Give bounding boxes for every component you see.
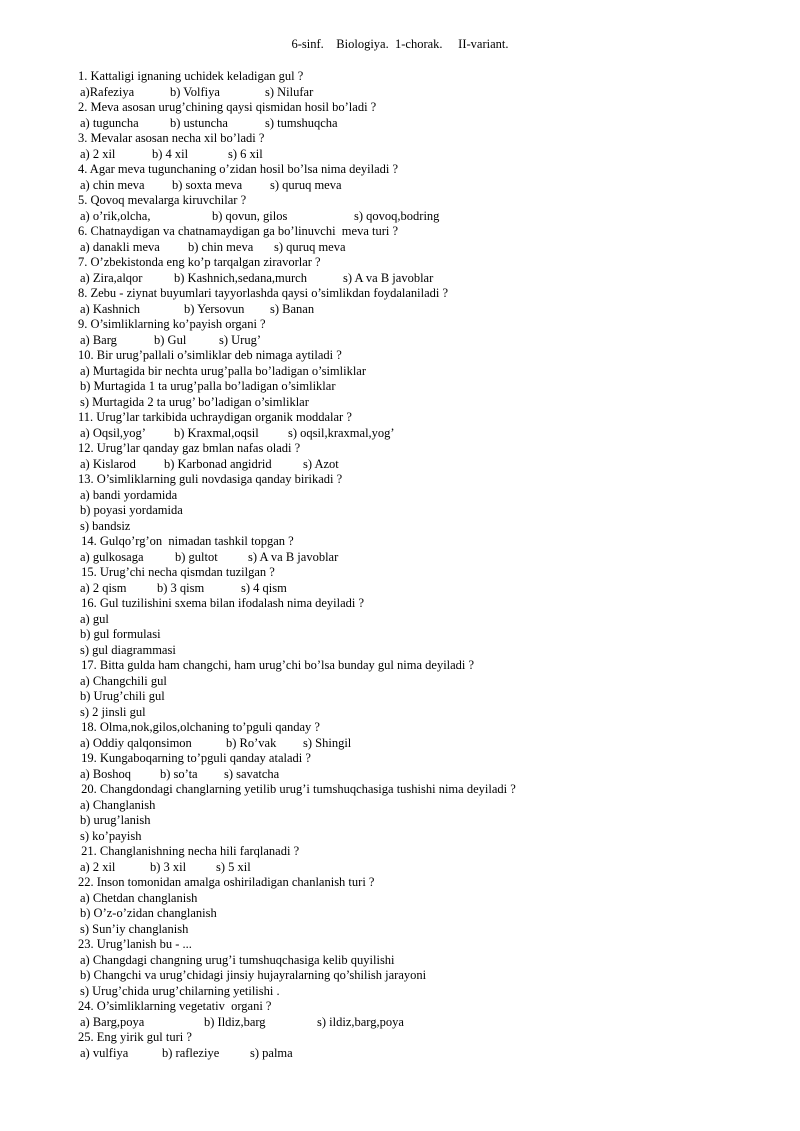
answer-option: a) Zira,alqor (80, 270, 143, 285)
answer-option: a)Rafeziya (80, 84, 135, 99)
answer-option: s) qovoq,bodring (354, 208, 440, 223)
answer-option: s) Sun’iy changlanish (80, 921, 189, 936)
question-text: 13. O’simliklarning guli novdasiga qanday birikadi ? (78, 472, 343, 486)
answer-option: s) savatcha (224, 766, 280, 781)
answer-option: s) ildiz,barg,poya (317, 1014, 404, 1029)
answer-option: a) Changlanish (80, 797, 156, 812)
answer-option: s) Shingil (303, 735, 352, 750)
answer-option: b) Kraxmal,oqsil (174, 425, 259, 440)
answer-options-row (78, 178, 778, 194)
answer-options-row (78, 209, 778, 225)
answer-option: b) ustuncha (170, 115, 228, 130)
question-text: 10. Bir urug’pallali o’simliklar deb nimaga aytiladi ? (78, 348, 342, 362)
answer-options-row (78, 1046, 778, 1062)
answer-option: s) 6 xil (228, 146, 263, 161)
answer-option: a) Kislarod (80, 456, 136, 471)
question-text: 17. Bitta gulda ham changchi, ham urug’chi bo’lsa bunday gul nima deyiladi ? (78, 658, 475, 672)
answer-option: b) Yersovun (184, 301, 245, 316)
answer-option: a) Changchili gul (80, 673, 167, 688)
answer-option: s) 2 jinsli gul (80, 704, 146, 719)
answer-option: s) Urug’chida urug’chilarning yetilishi . (80, 983, 280, 998)
answer-option: s) Nilufar (265, 84, 314, 99)
answer-option: b) Changchi va urug’chidagi jinsiy hujayralarning qo’shilish jarayoni (80, 968, 427, 982)
answer-option: b) so’ta (160, 766, 198, 781)
question-text: 5. Qovoq mevalarga kiruvchilar ? (78, 193, 247, 207)
answer-options-row (78, 116, 778, 132)
answer-options-row (78, 767, 778, 783)
answer-option: a) gulkosaga (80, 549, 144, 564)
answer-option: s) oqsil,kraxmal,yog’ (288, 425, 395, 440)
answer-option: a) Changdagi changning urug’i tumshuqchasiga kelib quyilishi (80, 952, 395, 967)
answer-option: b) rafleziye (162, 1045, 220, 1060)
answer-options-row (78, 457, 778, 473)
answer-options-row (78, 147, 778, 163)
question-text: 15. Urug’chi necha qismdan tuzilgan ? (78, 565, 275, 579)
answer-option: a) chin meva (80, 177, 145, 192)
answer-option: b) 3 xil (150, 859, 187, 874)
answer-options-row (78, 302, 778, 318)
answer-option: s) quruq meva (274, 239, 346, 254)
question-text: 19. Kungaboqarning to’pguli qanday ataladi ? (78, 751, 311, 765)
answer-option: a) 2 xil (80, 859, 116, 874)
answer-option: b) O’z-o’zidan changlanish (80, 906, 217, 920)
answer-option: b) Gul (154, 332, 187, 347)
answer-option: a) Oqsil,yog’ (80, 425, 146, 440)
answer-option: b) Murtagida 1 ta urug’palla bo’ladigan o’simliklar (80, 379, 336, 393)
question-text: 2. Meva asosan urug’chining qaysi qismidan hosil bo’ladi ? (78, 100, 377, 114)
answer-option: a) Murtagida bir nechta urug’palla bo’ladigan o’simliklar (80, 363, 367, 378)
answer-options-row (78, 550, 778, 566)
answer-options-row (78, 240, 778, 256)
answer-option: b) Ildiz,barg (204, 1014, 266, 1029)
question-text: 23. Urug’lanish bu - ... (78, 937, 192, 951)
answer-option: a) 2 qism (80, 580, 127, 595)
question-text: 14. Gulqo’rg’on nimadan tashkil topgan ? (78, 534, 294, 548)
question-text: 8. Zebu - ziynat buyumlari tayyorlashda qaysi o’simlikdan foydalaniladi ? (78, 286, 449, 300)
answer-option: s) ko’payish (80, 828, 142, 843)
question-text: 24. O’simliklarning vegetativ organi ? (78, 999, 272, 1013)
question-text: 21. Changlanishning necha hili farqlanadi ? (78, 844, 300, 858)
answer-option: a) Chetdan changlanish (80, 890, 198, 905)
answer-option: b) urug’lanish (80, 813, 151, 827)
answer-option: a) Boshoq (80, 766, 132, 781)
answer-option: b) Urug’chili gul (80, 689, 165, 703)
answer-option: a) Kashnich (80, 301, 141, 316)
question-text: 6. Chatnaydigan va chatnamaydigan ga bo’linuvchi meva turi ? (78, 224, 399, 238)
answer-option: b) qovun, gilos (212, 208, 288, 223)
question-text: 3. Mevalar asosan necha xil bo’ladi ? (78, 131, 265, 145)
answer-option: a) o’rik,olcha, (80, 208, 151, 223)
answer-option: s) Azot (303, 456, 339, 471)
answer-options-row (78, 736, 778, 752)
question-text: 22. Inson tomonidan amalga oshiriladigan chanlanish turi ? (78, 875, 375, 889)
answer-option: s) tumshuqcha (265, 115, 338, 130)
answer-option: a) gul (80, 611, 109, 626)
answer-option: a) danakli meva (80, 239, 160, 254)
page-title: 6-sinf. Biologiya. 1-chorak. II-variant. (291, 37, 509, 51)
answer-option: s) Murtagida 2 ta urug’ bo’ladigan o’simliklar (80, 394, 309, 409)
answer-option: b) Karbonad angidrid (164, 456, 272, 471)
answer-options-row (78, 271, 778, 287)
answer-options-row (78, 426, 778, 442)
question-text: 11. Urug’lar tarkibida uchraydigan organik moddalar ? (78, 410, 352, 424)
question-text: 25. Eng yirik gul turi ? (78, 1030, 192, 1044)
answer-options-row (78, 85, 778, 101)
answer-option: a) tuguncha (80, 115, 139, 130)
answer-option: a) Barg,poya (80, 1014, 145, 1029)
answer-option: s) A va B javoblar (248, 549, 339, 564)
answer-option: a) Barg (80, 332, 117, 347)
answer-option: b) gultot (175, 549, 218, 564)
question-list (78, 69, 778, 1061)
answer-option: b) Ro’vak (226, 735, 277, 750)
answer-option: b) Kashnich,sedana,murch (174, 270, 307, 285)
answer-option: b) chin meva (188, 239, 254, 254)
answer-option: a) bandi yordamida (80, 487, 178, 502)
answer-options-row (78, 860, 778, 876)
question-text: 1. Kattaligi ignaning uchidek keladigan gul ? (78, 69, 304, 83)
answer-option: b) poyasi yordamida (80, 503, 183, 517)
answer-options-row (78, 1015, 778, 1031)
answer-option: a) Oddiy qalqonsimon (80, 735, 192, 750)
question-text: 18. Olma,nok,gilos,olchaning to’pguli qanday ? (78, 720, 320, 734)
answer-options-row (78, 333, 778, 349)
question-text: 20. Changdondagi changlarning yetilib urug’i tumshuqchasiga tushishi nima deyiladi ? (78, 782, 516, 796)
answer-option: b) soxta meva (172, 177, 243, 192)
answer-option: b) 4 xil (152, 146, 189, 161)
answer-option: s) 4 qism (241, 580, 287, 595)
question-text: 12. Urug’lar qanday gaz bmlan nafas oladi ? (78, 441, 301, 455)
answer-option: b) 3 qism (157, 580, 205, 595)
answer-option: a) 2 xil (80, 146, 116, 161)
question-text: 4. Agar meva tugunchaning o’zidan hosil bo’lsa nima deyiladi ? (78, 162, 399, 176)
answer-option: s) palma (250, 1045, 293, 1060)
answer-option: b) Volfiya (170, 84, 220, 99)
answer-option: s) Banan (270, 301, 315, 316)
question-text: 7. O’zbekistonda eng ko’p tarqalgan ziravorlar ? (78, 255, 321, 269)
answer-option: s) quruq meva (270, 177, 342, 192)
answer-option: a) vulfiya (80, 1045, 129, 1060)
answer-option: s) 5 xil (216, 859, 251, 874)
answer-option: s) Urug’ (219, 332, 262, 347)
answer-option: b) gul formulasi (80, 627, 161, 641)
question-text: 16. Gul tuzilishini sxema bilan ifodalash nima deyiladi ? (78, 596, 365, 610)
answer-option: s) A va B javoblar (343, 270, 434, 285)
answer-option: s) bandsiz (80, 518, 131, 533)
answer-option: s) gul diagrammasi (80, 642, 176, 657)
question-text: 9. O’simliklarning ko’payish organi ? (78, 317, 266, 331)
answer-options-row (78, 581, 778, 597)
